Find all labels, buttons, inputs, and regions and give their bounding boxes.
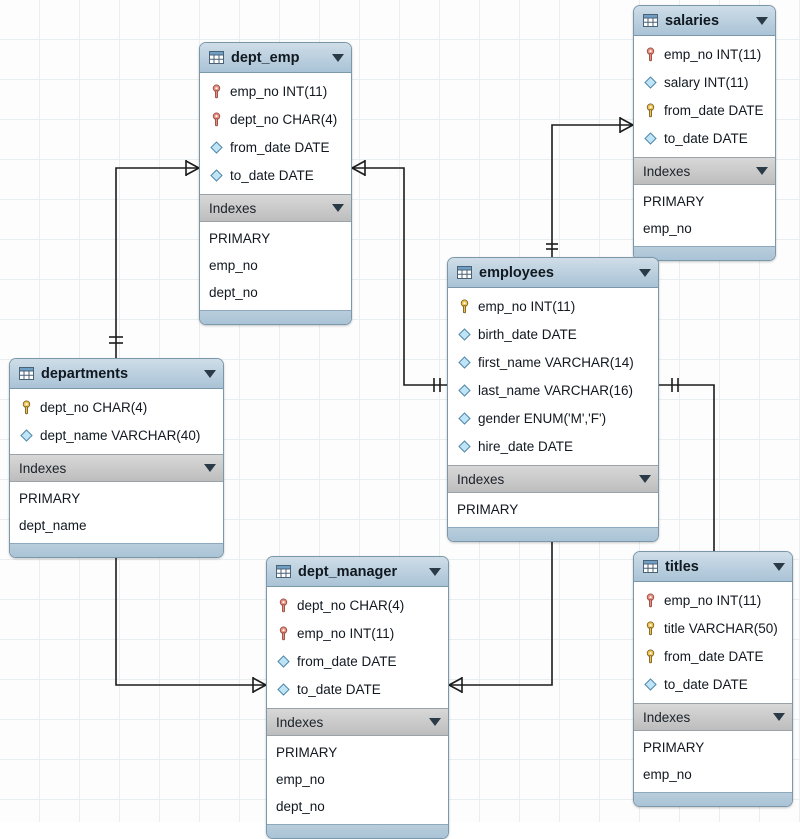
column-row[interactable] bbox=[10, 421, 223, 449]
column-label: to_date DATE bbox=[664, 130, 748, 146]
table-name: dept_manager bbox=[298, 563, 398, 580]
chevron-down-icon[interactable] bbox=[429, 568, 441, 576]
column-label: emp_no INT(11) bbox=[664, 592, 762, 608]
diamond-column-icon bbox=[276, 682, 291, 697]
index-list-dept_emp bbox=[200, 222, 351, 310]
column-list-dept_manager bbox=[267, 587, 448, 708]
key-icon bbox=[643, 621, 658, 636]
index-row[interactable]: emp_no bbox=[643, 221, 692, 236]
index-list-salaries bbox=[634, 185, 775, 246]
foreign-key-icon bbox=[209, 84, 224, 99]
relation-employees-dept-emp bbox=[352, 160, 447, 392]
chevron-down-icon[interactable] bbox=[332, 204, 344, 212]
table-icon bbox=[643, 560, 658, 573]
chevron-down-icon[interactable] bbox=[639, 269, 651, 277]
foreign-key-icon bbox=[643, 47, 658, 62]
diamond-column-icon bbox=[457, 355, 472, 370]
indexes-label: Indexes bbox=[19, 460, 67, 476]
table-footer bbox=[448, 527, 658, 541]
relation-employees-titles bbox=[659, 378, 722, 564]
column-label: to_date DATE bbox=[297, 681, 381, 697]
column-row[interactable] bbox=[448, 348, 658, 376]
column-row[interactable] bbox=[634, 642, 792, 670]
chevron-down-icon[interactable] bbox=[639, 475, 651, 483]
table-icon bbox=[276, 565, 291, 578]
chevron-down-icon[interactable] bbox=[756, 17, 768, 25]
indexes-label: Indexes bbox=[209, 200, 257, 216]
table-salaries[interactable] bbox=[633, 5, 776, 261]
column-row[interactable] bbox=[448, 432, 658, 460]
index-row[interactable]: PRIMARY bbox=[209, 231, 271, 246]
indexes-header-dept_manager[interactable] bbox=[267, 708, 448, 736]
index-list-dept_manager bbox=[267, 736, 448, 824]
chevron-down-icon[interactable] bbox=[756, 167, 768, 175]
table-departments[interactable] bbox=[9, 358, 224, 558]
column-label: title VARCHAR(50) bbox=[664, 620, 778, 636]
table-employees[interactable] bbox=[447, 257, 659, 542]
table-name: titles bbox=[665, 558, 699, 575]
column-row[interactable] bbox=[200, 77, 351, 105]
chevron-down-icon[interactable] bbox=[429, 718, 441, 726]
column-row[interactable] bbox=[267, 647, 448, 675]
column-list-titles bbox=[634, 582, 792, 703]
relation-employees-salaries bbox=[546, 117, 633, 257]
table-footer bbox=[10, 543, 223, 557]
column-label: from_date DATE bbox=[230, 139, 330, 155]
column-row[interactable] bbox=[634, 96, 775, 124]
key-icon bbox=[19, 400, 34, 415]
column-row[interactable] bbox=[267, 619, 448, 647]
table-header-salaries[interactable] bbox=[634, 6, 775, 36]
column-row[interactable] bbox=[200, 161, 351, 189]
chevron-down-icon[interactable] bbox=[773, 713, 785, 721]
column-label: dept_name VARCHAR(40) bbox=[40, 427, 201, 443]
column-row[interactable] bbox=[634, 40, 775, 68]
column-row[interactable] bbox=[200, 105, 351, 133]
column-label: dept_no CHAR(4) bbox=[40, 399, 148, 415]
column-label: first_name VARCHAR(14) bbox=[478, 354, 634, 370]
index-row[interactable]: dept_no bbox=[276, 799, 325, 814]
diamond-column-icon bbox=[19, 428, 34, 443]
table-footer bbox=[267, 824, 448, 838]
index-list-employees bbox=[448, 493, 658, 527]
diamond-column-icon bbox=[276, 654, 291, 669]
chevron-down-icon[interactable] bbox=[332, 54, 344, 62]
column-row[interactable] bbox=[448, 376, 658, 404]
diamond-column-icon bbox=[457, 383, 472, 398]
diamond-column-icon bbox=[457, 411, 472, 426]
column-label: from_date DATE bbox=[664, 102, 764, 118]
index-row[interactable]: PRIMARY bbox=[643, 194, 705, 209]
table-header-dept_manager[interactable] bbox=[267, 557, 448, 587]
column-label: birth_date DATE bbox=[478, 326, 577, 342]
chevron-down-icon[interactable] bbox=[204, 464, 216, 472]
table-icon bbox=[19, 367, 34, 380]
table-name: salaries bbox=[665, 12, 720, 29]
foreign-key-icon bbox=[643, 593, 658, 608]
table-header-dept_emp[interactable] bbox=[200, 43, 351, 73]
index-row[interactable]: emp_no bbox=[643, 767, 692, 782]
table-name: employees bbox=[479, 264, 554, 281]
foreign-key-icon bbox=[276, 626, 291, 641]
index-row[interactable]: dept_name bbox=[19, 518, 87, 533]
column-row[interactable] bbox=[634, 614, 792, 642]
index-row[interactable]: dept_no bbox=[209, 285, 258, 300]
index-row[interactable]: PRIMARY bbox=[643, 740, 705, 755]
table-icon bbox=[643, 14, 658, 27]
column-list-departments bbox=[10, 389, 223, 454]
table-icon bbox=[457, 266, 472, 279]
column-label: gender ENUM('M','F') bbox=[478, 410, 607, 426]
index-list-titles bbox=[634, 731, 792, 792]
indexes-header-employees[interactable] bbox=[448, 465, 658, 493]
index-row[interactable]: PRIMARY bbox=[276, 745, 338, 760]
diamond-column-icon bbox=[457, 439, 472, 454]
relation-departments-dept-manager bbox=[109, 538, 266, 693]
column-row[interactable] bbox=[634, 670, 792, 698]
chevron-down-icon[interactable] bbox=[773, 563, 785, 571]
column-label: from_date DATE bbox=[297, 653, 397, 669]
index-row[interactable]: PRIMARY bbox=[19, 491, 81, 506]
diamond-column-icon bbox=[643, 131, 658, 146]
column-label: emp_no INT(11) bbox=[664, 46, 762, 62]
indexes-label: Indexes bbox=[643, 163, 691, 179]
table-footer bbox=[200, 310, 351, 324]
chevron-down-icon[interactable] bbox=[204, 370, 216, 378]
column-list-employees bbox=[448, 288, 658, 465]
column-label: emp_no INT(11) bbox=[478, 298, 576, 314]
diamond-column-icon bbox=[209, 140, 224, 155]
index-row[interactable]: emp_no bbox=[276, 772, 325, 787]
column-label: to_date DATE bbox=[230, 167, 314, 183]
table-icon bbox=[209, 51, 224, 64]
indexes-label: Indexes bbox=[276, 714, 324, 730]
table-dept_manager[interactable] bbox=[266, 556, 449, 839]
key-icon bbox=[643, 103, 658, 118]
column-label: from_date DATE bbox=[664, 648, 764, 664]
indexes-header-salaries[interactable] bbox=[634, 157, 775, 185]
index-row[interactable]: emp_no bbox=[209, 258, 258, 273]
diamond-column-icon bbox=[643, 677, 658, 692]
indexes-header-dept_emp[interactable] bbox=[200, 194, 351, 222]
index-list-departments bbox=[10, 482, 223, 543]
diamond-column-icon bbox=[643, 75, 658, 90]
table-titles[interactable] bbox=[633, 551, 793, 807]
column-label: dept_no CHAR(4) bbox=[230, 111, 338, 127]
column-row[interactable] bbox=[267, 591, 448, 619]
column-label: hire_date DATE bbox=[478, 438, 574, 454]
column-label: emp_no INT(11) bbox=[230, 83, 328, 99]
column-list-salaries bbox=[634, 36, 775, 157]
column-label: dept_no CHAR(4) bbox=[297, 597, 405, 613]
indexes-label: Indexes bbox=[457, 471, 505, 487]
diamond-column-icon bbox=[209, 168, 224, 183]
key-icon bbox=[643, 649, 658, 664]
table-name: dept_emp bbox=[231, 49, 300, 66]
column-label: salary INT(11) bbox=[664, 74, 749, 90]
column-row[interactable] bbox=[634, 68, 775, 96]
column-list-dept_emp bbox=[200, 73, 351, 194]
column-row[interactable] bbox=[200, 133, 351, 161]
diamond-column-icon bbox=[457, 327, 472, 342]
column-label: to_date DATE bbox=[664, 676, 748, 692]
table-name: departments bbox=[41, 365, 129, 382]
column-row[interactable] bbox=[10, 393, 223, 421]
table-footer bbox=[634, 792, 792, 806]
table-header-employees[interactable] bbox=[448, 258, 658, 288]
column-label: emp_no INT(11) bbox=[297, 625, 395, 641]
column-label: last_name VARCHAR(16) bbox=[478, 382, 634, 398]
table-dept_emp[interactable] bbox=[199, 42, 352, 325]
table-header-departments[interactable] bbox=[10, 359, 223, 389]
column-row[interactable] bbox=[448, 404, 658, 432]
key-icon bbox=[457, 299, 472, 314]
indexes-label: Indexes bbox=[643, 709, 691, 725]
index-row[interactable]: PRIMARY bbox=[457, 502, 519, 517]
foreign-key-icon bbox=[276, 598, 291, 613]
indexes-header-titles[interactable] bbox=[634, 703, 792, 731]
relation-departments-dept-emp bbox=[109, 160, 199, 358]
column-row[interactable] bbox=[634, 124, 775, 152]
table-header-titles[interactable] bbox=[634, 552, 792, 582]
indexes-header-departments[interactable] bbox=[10, 454, 223, 482]
column-row[interactable] bbox=[448, 320, 658, 348]
column-row[interactable] bbox=[448, 292, 658, 320]
column-row[interactable] bbox=[634, 586, 792, 614]
foreign-key-icon bbox=[209, 112, 224, 127]
column-row[interactable] bbox=[267, 675, 448, 703]
